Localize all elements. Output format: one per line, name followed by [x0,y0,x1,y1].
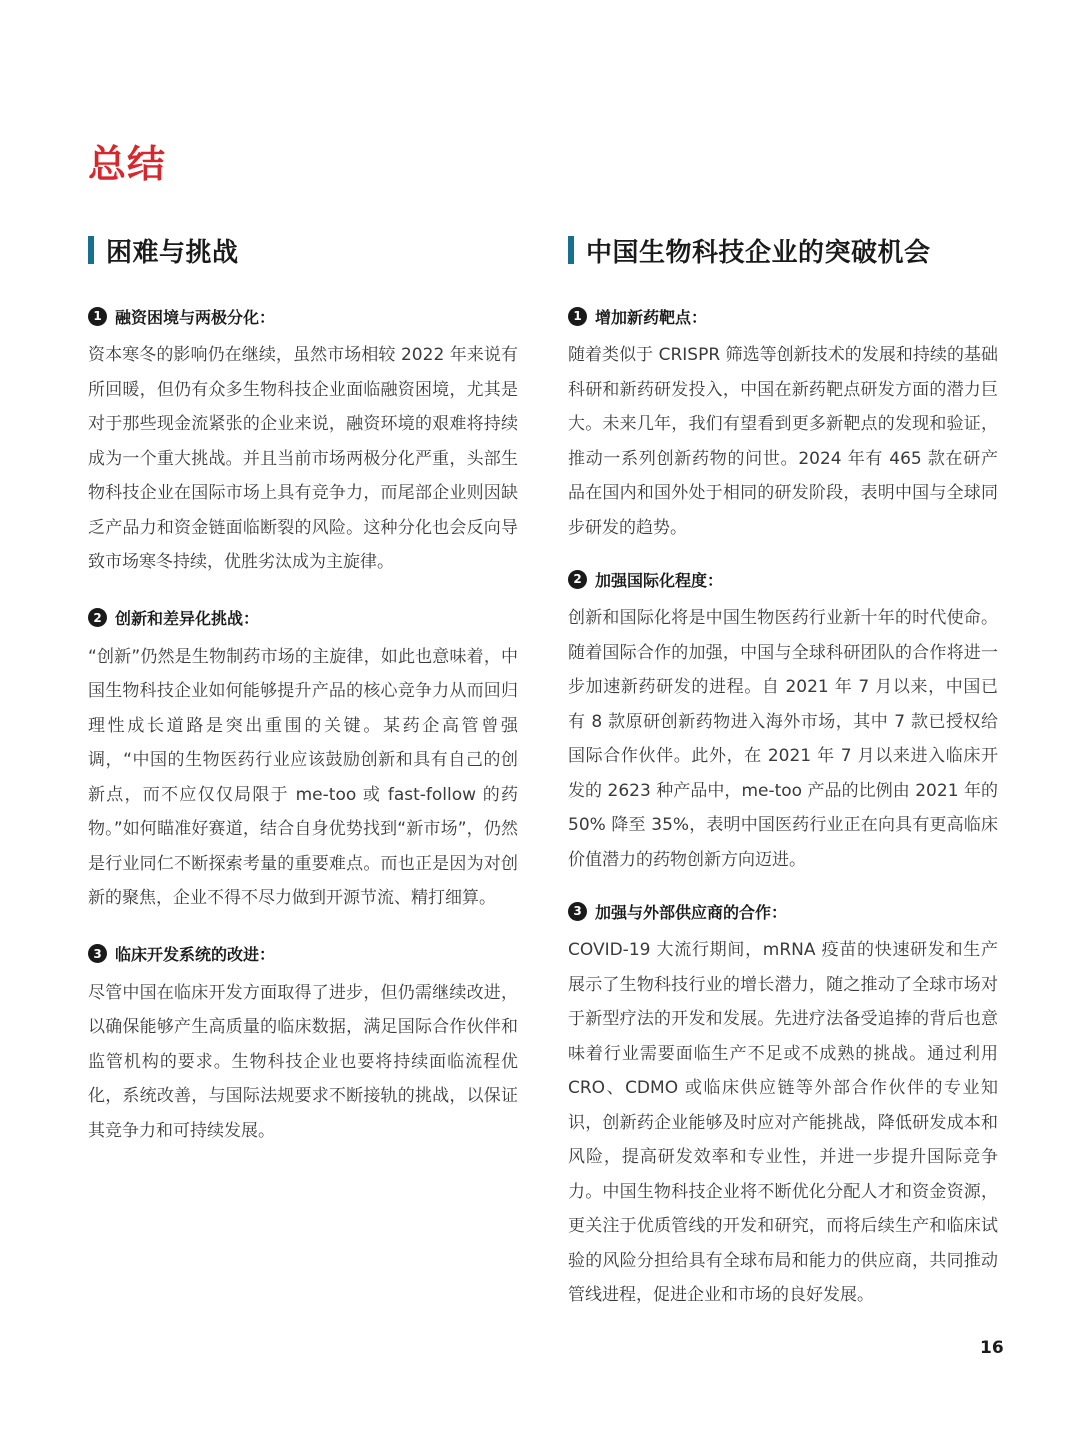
opportunity-item-3-body: COVID-19 大流行期间，mRNA 疫苗的快速研发和生产展示了生物科技行业的增长潜力，随之推动了全球市场对于新型疗法的开发和发展。先进疗法备受追捧的背后也意味着行业需要面临生产不足或不成熟的挑战。通过利用 CRO、CDMO 或临床供应链等外部合作伙伴的专业知识，创新药企业能够及时应对产能挑战，降低研发成本和风险，提高研发效率和专业性，并进一步提升国际竞争力。中国生物科技企业将不断优化分配人才和资金资源，更关注于优质管线的开发和研究，而将后续生产和临床试验的风险分担给具有全球布局和能力的供应商，共同推动管线进程，促进企业和市场的良好发展。 [568,940,998,1305]
opportunity-item-2 [568,565,998,877]
opportunities-column [568,232,998,1333]
challenge-item-2-body: “创新”仍然是生物制药市场的主旋律，如此也意味着，中国生物科技企业如何能够提升产品的核心竞争力从而回归理性成长道路是突出重围的关键。某药企高管曾强调，“中国的生物医药行业应该鼓励创新和具有自己的创新点，而不应仅仅局限于 me-too 或 fast-follow 的药物。”如何瞄准好赛道，结合自身优势找到“新市场”，仍然是行业同仁不断探索考量的重要难点。而也正是因为对创新的聚焦，企业不得不尽力做到开源节流、精打细算。 [88,646,518,908]
challenge-item-3-title [88,940,518,968]
page-number: 16 [980,1338,1004,1358]
opportunities-heading [568,232,998,268]
opportunity-item-3-title-text: 加强与外部供应商的合作： [595,902,788,922]
opportunity-item-1 [568,302,998,545]
challenges-column [88,232,518,1172]
opportunity-item-1-title-text: 增加新药靶点： [595,307,708,327]
challenge-item-1 [88,302,518,580]
opportunity-item-1-body: 随着类似于 CRISPR 筛选等创新技术的发展和持续的基础科研和新药研发投入，中国在新药靶点研发方面的潜力巨大。未来几年，我们有望看到更多新靶点的发现和验证，推动一系列创新药物的问世。2024 年有 465 款在研产品在国内和国外处于相同的研发阶段，表明中国与全球同步研发的趋势。 [568,345,998,538]
challenges-heading-text: 困难与挑战 [106,237,239,268]
challenge-item-1-body: 资本寒冬的影响仍在继续，虽然市场相较 2022 年来说有所回暖，但仍有众多生物科技企业面临融资困境，尤其是对于那些现金流紧张的企业来说，融资环境的艰难将持续成为一个重大挑战。并且当前市场两极分化严重，头部生物科技企业在国际市场上具有竞争力，而尾部企业则因缺乏产品力和资金链面临断裂的风险。这种分化也会反向导致市场寒冬持续，优胜劣汰成为主旋律。 [88,345,518,572]
challenge-item-1-title-text: 融资困境与两极分化： [115,307,276,327]
number-2-badge-icon: 2 [88,608,107,627]
opportunity-item-3 [568,897,998,1313]
challenge-item-2 [88,604,518,916]
challenge-item-3-title-text: 临床开发系统的改进： [115,945,276,964]
number-1-badge-icon: 1 [88,307,107,326]
opportunity-item-3-title [568,897,998,925]
number-3-badge-icon: 3 [88,944,107,963]
opportunities-heading-text: 中国生物科技企业的突破机会 [586,237,931,268]
heading-accent-bar [88,236,94,264]
challenge-item-1-title [88,302,518,330]
challenges-heading [88,232,518,268]
challenge-item-3 [88,940,518,1149]
number-1-badge-icon: 1 [568,307,587,326]
opportunity-item-2-body: 创新和国际化将是中国生物医药行业新十年的时代使命。随着国际合作的加强，中国与全球科研团队的合作将进一步加速新药研发的进程。自 2021 年 7 月以来，中国已有 8 款原研创新药物进入海外市场，其中 7 款已授权给国际合作伙伴。此外，在 2021 年 7 月以来进入临床开发的 2623 种产品中，me-too 产品的比例由 2021 年的 50% 降至 35%，表明中国医药行业正在向具有更高临床价值潜力的药物创新方向迈进。 [568,608,998,870]
challenge-item-2-title [88,604,518,632]
challenge-item-3-body: 尽管中国在临床开发方面取得了进步，但仍需继续改进，以确保能够产生高质量的临床数据，满足国际合作伙伴和监管机构的要求。生物科技企业也要将持续面临流程优化，系统改善，与国际法规要求不断接轨的挑战，以保证其竞争力和可持续发展。 [88,982,518,1141]
number-3-badge-icon: 3 [568,902,587,921]
opportunity-item-1-title [568,302,998,330]
challenge-item-2-title-text: 创新和差异化挑战： [115,609,260,628]
opportunity-item-2-title-text: 加强国际化程度： [595,570,724,590]
page-title: 总结 [88,142,167,186]
opportunity-item-2-title [568,565,998,593]
heading-accent-bar [568,236,574,264]
number-2-badge-icon: 2 [568,570,587,589]
